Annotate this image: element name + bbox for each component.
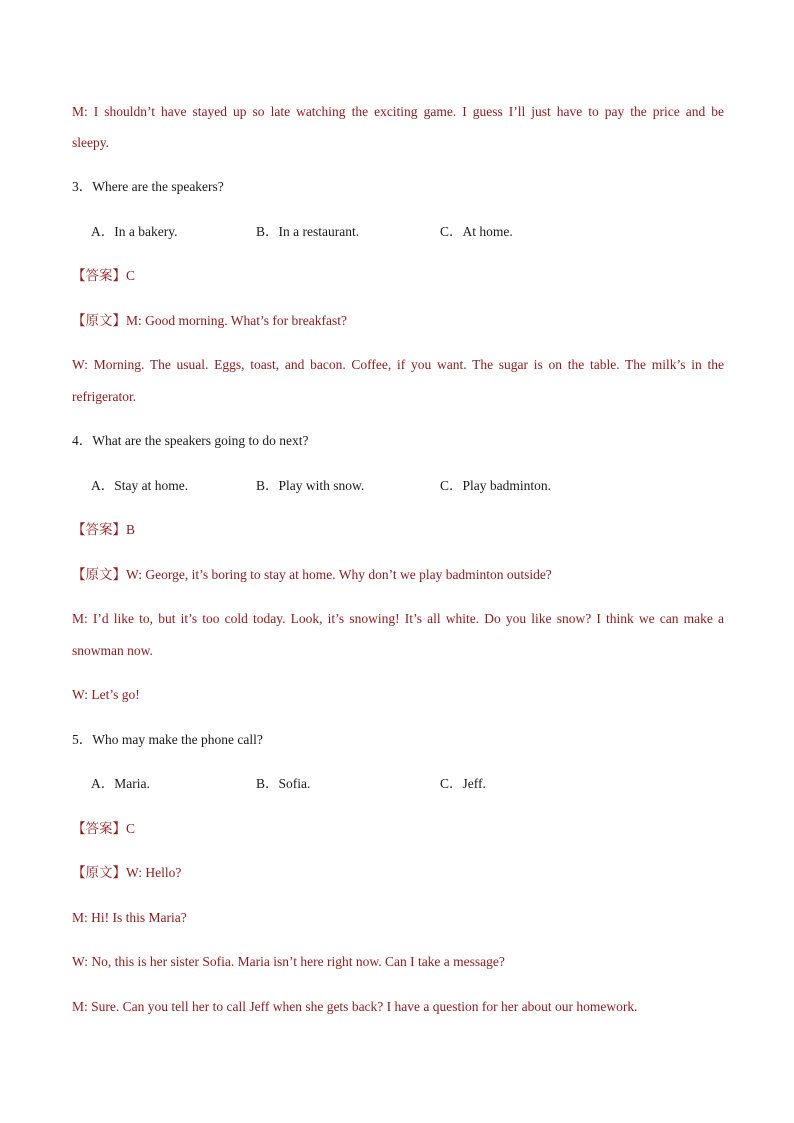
q4-transcript-line-1: 【原文】W: George, it’s boring to stay at home. Why don’t we play badminton outside? <box>72 567 552 582</box>
q5-transcript-line-4: M: Sure. Can you tell her to call Jeff when she gets back? I have a question for her about our homework. <box>72 999 638 1014</box>
q3-option-c: C．At home. <box>440 224 513 239</box>
q5-option-c: C．Jeff. <box>440 776 486 791</box>
q3-transcript-line-3: refrigerator. <box>72 389 137 404</box>
q3-transcript-line-1: 【原文】M: Good morning. What’s for breakfast? <box>72 313 347 328</box>
q5-transcript-line-3: W: No, this is her sister Sofia. Maria isn’t here right now. Can I take a message? <box>72 954 505 969</box>
q2-transcript-line-1: M: I shouldn’t have stayed up so late watching the exciting game. I guess I’ll just have to pay the price and be <box>72 104 724 119</box>
q5-option-b: B．Sofia. <box>256 776 311 791</box>
q3-option-a: A．In a bakery. <box>91 224 178 239</box>
q5-option-a: A．Maria. <box>91 776 150 791</box>
q4-transcript-line-2: M: I’d like to, but it’s too cold today. Look, it’s snowing! It’s all white. Do you like snow? I think we can make a <box>72 611 724 626</box>
q4-question: 4．What are the speakers going to do next? <box>72 433 309 448</box>
q4-transcript-line-3: snowman now. <box>72 643 153 658</box>
q4-option-a: A．Stay at home. <box>91 478 189 493</box>
q3-question: 3．Where are the speakers? <box>72 179 224 194</box>
q3-answer: 【答案】C <box>72 268 136 283</box>
q2-transcript-line-2: sleepy. <box>72 135 109 150</box>
q5-question: 5．Who may make the phone call? <box>72 732 263 747</box>
q5-transcript-line-2: M: Hi! Is this Maria? <box>72 910 187 925</box>
q4-option-c: C．Play badminton. <box>440 478 551 493</box>
q5-transcript-line-1: 【原文】W: Hello? <box>72 865 182 880</box>
q5-answer: 【答案】C <box>72 821 136 836</box>
q3-transcript-line-2: W: Morning. The usual. Eggs, toast, and bacon. Coffee, if you want. The sugar is on the table. The milk’s in the <box>72 357 724 372</box>
q4-option-b: B．Play with snow. <box>256 478 365 493</box>
q4-answer: 【答案】B <box>72 522 136 537</box>
q3-option-b: B．In a restaurant. <box>256 224 360 239</box>
q4-transcript-line-4: W: Let’s go! <box>72 687 140 702</box>
